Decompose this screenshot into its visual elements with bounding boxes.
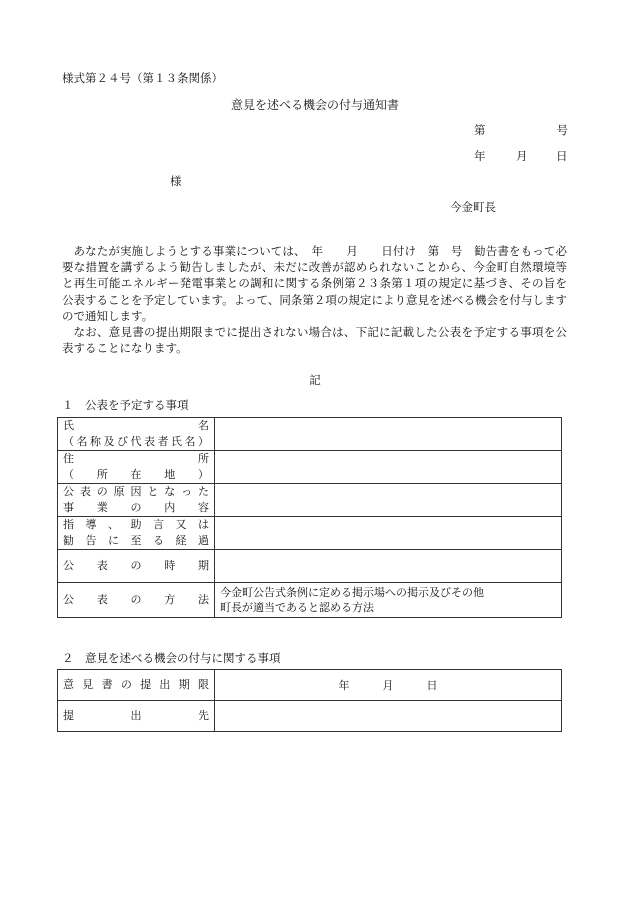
label-line: 勧告に至る経過: [63, 534, 209, 547]
label-line: 氏名: [63, 419, 209, 432]
row-label: [58, 670, 215, 701]
label-line: 事業の内容: [63, 501, 209, 514]
table-row: [58, 670, 562, 701]
section2-heading: ２ 意見を述べる機会の付与に関する事項: [62, 651, 281, 665]
document-number-line: [474, 122, 568, 138]
label-line: 公表の時期: [63, 559, 209, 572]
label-line: 指導、助言又は: [63, 518, 209, 531]
row-label: [58, 451, 215, 484]
row-label: [58, 550, 215, 583]
value-line: 今金町公告式条例に定める掲示場への掲示及びその他: [220, 586, 484, 599]
sender-name: 今金町長: [450, 200, 496, 214]
date-month: 月: [516, 149, 528, 163]
table-row: [58, 418, 562, 451]
notice-body: [62, 243, 567, 356]
label-line: 意見書の提出期限: [63, 678, 209, 691]
table-row: [58, 451, 562, 484]
row-label: [58, 583, 215, 618]
label-line: 公表の原因となった: [63, 485, 209, 498]
row-value: [215, 517, 562, 550]
row-label: [58, 418, 215, 451]
opinion-submission-table: [57, 669, 562, 732]
label-line: （名称及び代表者氏名）: [63, 435, 209, 448]
body-paragraph-2: なお、意見書の提出期限までに提出されない場合は、下記に記載した公表を予定する事項を公表することになります。: [62, 325, 567, 356]
addressee-suffix: 様: [170, 174, 182, 188]
destination-value: [215, 701, 562, 732]
table-row: [58, 484, 562, 517]
document-title: 意見を述べる機会の付与通知書: [230, 98, 399, 112]
label-line: （所在地）: [63, 468, 209, 481]
table-row: [58, 517, 562, 550]
table-row: [58, 583, 562, 618]
label-line: 提出先: [63, 709, 209, 722]
row-value: [215, 583, 562, 618]
label-line: 公表の方法: [63, 593, 209, 606]
form-number: 様式第２４号（第１３条関係）: [62, 71, 223, 85]
label-line: 住所: [63, 452, 209, 465]
row-label: [58, 517, 215, 550]
row-value: [215, 451, 562, 484]
date-day: 日: [556, 149, 568, 163]
row-label: [58, 701, 215, 732]
value-line: 町長が適当であると認める方法: [220, 601, 374, 614]
date-year: 年: [474, 149, 486, 163]
deadline-value: 年 月 日: [215, 670, 562, 701]
row-value: [215, 550, 562, 583]
body-paragraph-1: あなたが実施しようとする事業については、 年 月 日付け 第 号 勧告書をもって必要な措置を講ずるよう勧告しましたが、未だに改善が認められないことから、今金町自然環境等と再生可能エネルギー発電事業との調和に関する条例第２３条第１項の規定に基づき、その旨を公表することを予定しています。よって、同条第２項の規定により意見を述べる機会を付与しますので通知します。: [62, 244, 567, 323]
row-label: [58, 484, 215, 517]
publication-items-table: [57, 417, 562, 618]
table-row: [58, 701, 562, 732]
section1-heading: １ 公表を予定する事項: [62, 398, 189, 412]
row-value: [215, 418, 562, 451]
number-suffix: 号: [556, 123, 568, 137]
number-prefix: 第: [474, 123, 486, 137]
row-value: [215, 484, 562, 517]
ki-marker: 記: [309, 373, 321, 387]
table-row: [58, 550, 562, 583]
